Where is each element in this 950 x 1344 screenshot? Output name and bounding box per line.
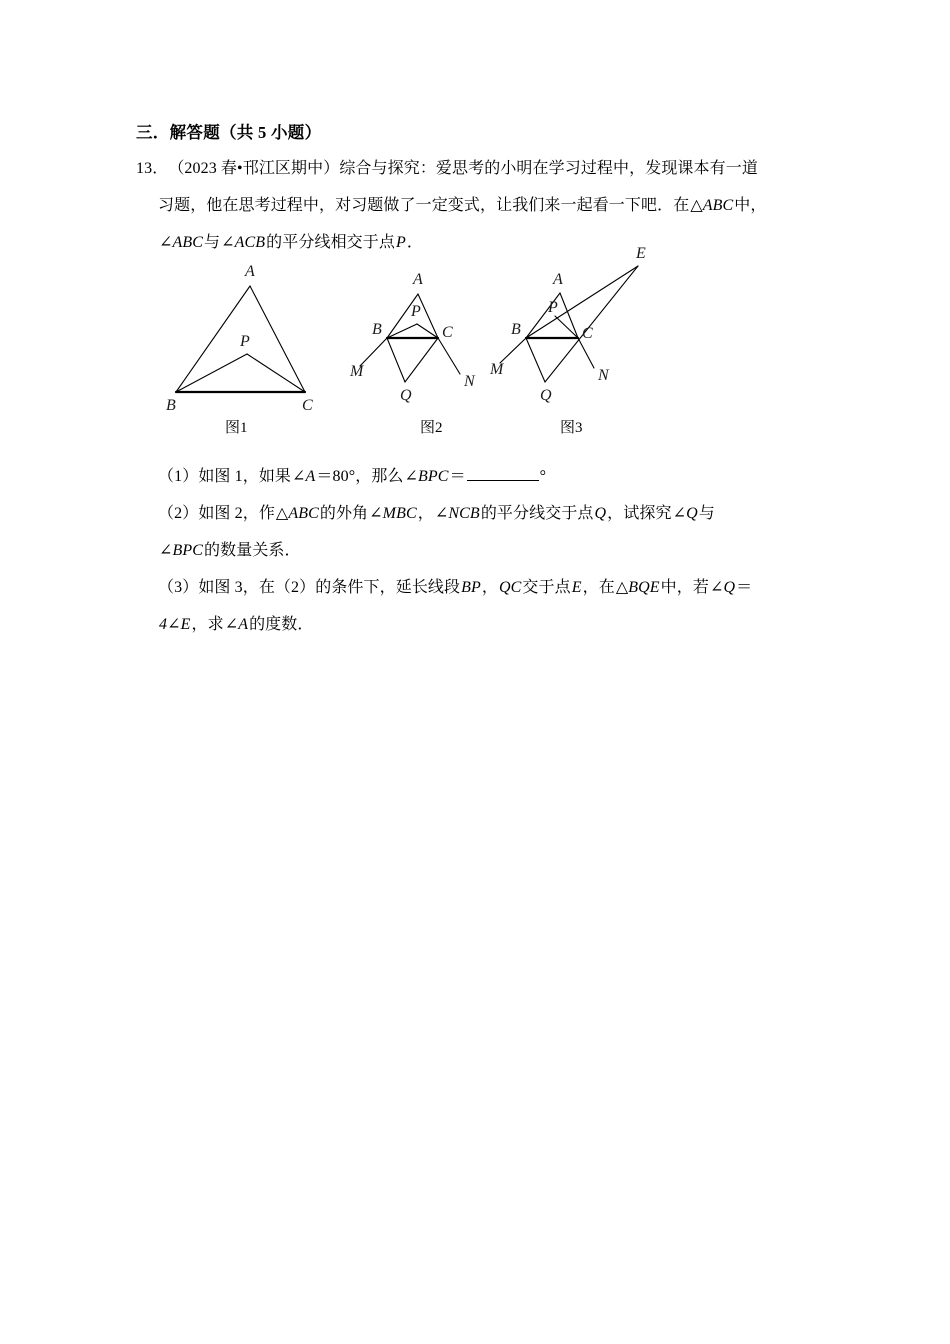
subquestion-2-line-2: [136, 532, 846, 569]
subquestion-3-text-e: 中，若: [660, 579, 709, 596]
subquestion-3-text-a: 如图 3，在（2）的条件下，延长线段: [198, 579, 461, 596]
subquestion-1-line: [136, 458, 846, 495]
section-heading: 三．解答题（共 5 小题）: [136, 123, 322, 142]
question-line-3-tail: 的平分线相交于点: [266, 234, 395, 251]
segment-qc-math: QC: [498, 579, 522, 596]
subquestion-2-text-a: 如图 2，作: [198, 505, 275, 522]
subquestion-3-line-2-b: 的度数．: [249, 616, 314, 633]
vertex-label-c: C: [302, 397, 313, 414]
figure-2-caption: 图2: [420, 420, 443, 436]
segment-qc: [405, 338, 438, 382]
figure-1: [166, 263, 313, 414]
vertex-label-e: E: [636, 246, 646, 262]
question-number: 13．: [136, 160, 169, 177]
subquestion-3-text-c: 交于点: [522, 579, 571, 596]
segment-bq: [387, 338, 405, 382]
vertex-label-b: B: [166, 397, 176, 414]
subquestion-3-text-d: ，在: [582, 579, 615, 596]
subquestion-2-line-2-tail: 的数量关系．: [204, 542, 301, 559]
vertex-label-c: C: [442, 324, 453, 341]
question-line-1: [136, 150, 836, 187]
subquestion-3-line-1: [136, 569, 846, 606]
subquestion-2-text-f: 与: [698, 505, 715, 522]
question-13-block: [136, 150, 836, 261]
subquestion-1-label: （1）: [158, 468, 199, 485]
point-p-math: P: [395, 234, 406, 251]
vertex-label-a: A: [553, 271, 563, 288]
figure-2: [349, 271, 476, 404]
segment-nc: [578, 338, 594, 368]
subquestion-2-text-e: ，试探究: [607, 505, 672, 522]
vertex-label-q: Q: [540, 387, 552, 404]
subquestion-3-label: （3）: [158, 579, 199, 596]
question-line-2: [136, 187, 836, 224]
vertex-label-n: N: [464, 373, 475, 390]
question-line-3-mid: 与: [204, 234, 221, 251]
question-line-1-text: （2023 春•邗江区期中）综合与探究：爱思考的小明在学习过程中，发现课本有一道: [168, 160, 758, 177]
angle-q-math: ∠Q: [672, 505, 698, 522]
vertex-label-n: N: [598, 367, 609, 384]
angle-q-math-2: ∠Q: [709, 579, 736, 596]
subquestion-2-text-b: 的外角: [319, 505, 369, 522]
angle-abc-math: ∠ABC: [159, 234, 204, 251]
angle-bpc-math: ∠BPC: [404, 468, 449, 485]
segment-mb: [360, 338, 387, 366]
angle-a-value: ＝80°: [316, 468, 356, 485]
segment-ac: [250, 286, 305, 392]
subquestion-1-text-b: ，那么: [355, 468, 404, 485]
subquestion-3-line-2-a: ，求: [191, 616, 224, 633]
subquestion-3-comma: ，: [481, 579, 498, 596]
point-q-math: Q: [594, 505, 607, 522]
segment-bq: [526, 338, 545, 382]
figure-3-caption: 图3: [560, 420, 583, 436]
segment-bp-math: BP: [461, 579, 481, 596]
segment-bp: [176, 354, 247, 392]
segment-nc: [438, 338, 460, 374]
vertex-label-p: P: [240, 333, 250, 350]
vertex-label-m: M: [490, 361, 504, 378]
subquestion-2-line-1: [136, 495, 846, 532]
triangle-abc-math: △ABC: [690, 197, 734, 214]
vertex-label-a: A: [245, 263, 255, 280]
figures-svg: [0, 246, 950, 446]
answer-blank-1[interactable]: [467, 465, 539, 481]
figure-3: [489, 246, 646, 404]
question-line-2-tail: 中，: [734, 197, 767, 214]
subquestion-3-equals: ＝: [736, 579, 753, 596]
triangle-bqe-math: △BQE: [615, 579, 660, 596]
segment-mb: [500, 338, 526, 363]
segment-ac: [560, 293, 578, 338]
angle-a-math-2: ∠A: [224, 616, 249, 633]
degree-symbol: °: [539, 468, 547, 485]
angle-mbc-math: ∠MBC: [369, 505, 417, 522]
equals-sign: ＝: [449, 468, 466, 485]
subquestion-2-comma: ，: [417, 505, 434, 522]
four-angle-e-math: 4∠E: [159, 616, 191, 633]
angle-a-math: ∠A: [292, 468, 316, 485]
vertex-label-q: Q: [400, 387, 412, 404]
subquestions-block: [136, 458, 846, 643]
vertex-label-m: M: [350, 363, 364, 380]
vertex-label-p: P: [548, 299, 558, 316]
vertex-label-b: B: [511, 321, 521, 338]
vertex-label-a: A: [413, 271, 423, 288]
triangle-abc-math-2: △ABC: [275, 505, 319, 522]
subquestion-2-label: （2）: [158, 505, 199, 522]
question-line-3-period: ．: [406, 234, 423, 251]
angle-ncb-math: ∠NCB: [434, 505, 480, 522]
segment-pc: [555, 316, 578, 338]
point-e-math: E: [571, 579, 582, 596]
subquestion-2-text-d: 的平分线交于点: [480, 505, 594, 522]
segment-ab: [176, 286, 250, 392]
vertex-label-p: P: [411, 303, 421, 320]
angle-bpc-math-2: ∠BPC: [159, 542, 204, 559]
question-line-2-text: 习题，他在思考过程中，对习题做了一定变式，让我们来一起看一下吧．在: [158, 197, 690, 214]
angle-acb-math: ∠ACB: [221, 234, 266, 251]
subquestion-1-text-a: 如图 1，如果: [198, 468, 292, 485]
subquestion-3-line-2: [136, 606, 846, 643]
vertex-label-c: C: [582, 325, 593, 342]
segment-pc: [247, 354, 305, 392]
figure-1-caption: 图1: [225, 420, 248, 436]
figures-row: [0, 246, 950, 446]
vertex-label-b: B: [372, 321, 382, 338]
